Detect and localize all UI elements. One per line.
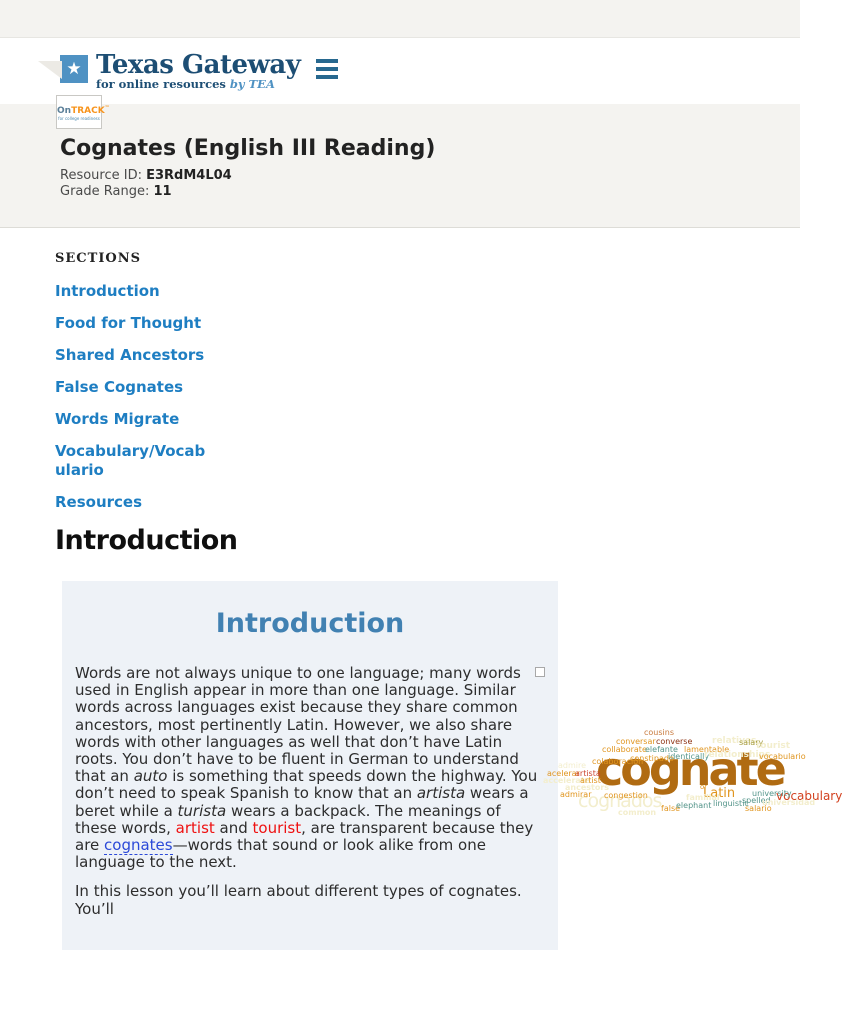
menu-bar <box>316 59 338 63</box>
sidebar-item-false-cognates[interactable]: False Cognates <box>55 378 184 396</box>
vocab-word-artist: artist <box>175 818 215 837</box>
main-content <box>0 251 800 950</box>
introduction-card <box>62 581 558 950</box>
resource-header-band <box>0 104 800 228</box>
paragraph-text: and <box>214 818 253 837</box>
sidebar-item-resources[interactable]: Resources <box>55 493 143 511</box>
ontrack-logo-text: OnTRACK™ <box>57 105 110 116</box>
paragraph-text: is something that speeds down the highway. You don’t need to speak Spanish to know that an <box>75 767 538 803</box>
brand-tagline: for online resources by TEA <box>96 77 275 91</box>
paragraph-text: Words are not always unique to one language; many words used in English appear in more than one language. Similar words across languages exist because they share common ancestors, most pertinently Latin. However, we also share words with other languages as well that don’t have Latin roots. You don’t have to be fluent in German to understand that an <box>75 664 521 786</box>
italic-word-auto: auto <box>133 767 168 786</box>
brand-byline: by TEA <box>229 77 275 91</box>
sidebar-item-vocabulary[interactable]: Vocabulary/Vocabulario <box>55 442 206 479</box>
paragraph-text: , are transparent because they are <box>75 818 534 855</box>
menu-icon[interactable] <box>312 55 342 83</box>
lesson-paragraph: In this lesson you’ll learn about different types of cognates. You’ll <box>75 882 522 918</box>
brand-name: Texas Gateway <box>96 50 301 80</box>
menu-bar <box>316 67 338 71</box>
paragraph-text: wears a backpack. The meanings of these words, <box>75 801 501 837</box>
sidebar-item-introduction[interactable]: Introduction <box>55 282 160 300</box>
intro-paragraph <box>75 665 545 871</box>
paragraph-text: wears a beret while a <box>75 784 529 820</box>
ontrack-logo <box>56 95 110 129</box>
menu-bar <box>316 75 338 79</box>
sidebar-item-shared-ancestors[interactable]: Shared Ancestors <box>55 346 205 364</box>
sidebar-item-words-migrate[interactable]: Words Migrate <box>55 410 180 428</box>
star-icon: ★ <box>60 55 88 83</box>
site-header <box>0 38 800 104</box>
top-strip <box>0 0 800 38</box>
resource-id: Resource ID: E3RdM4L04 <box>60 168 232 183</box>
italic-word-turista: turista <box>177 801 227 820</box>
italic-word-artista: artista <box>416 784 466 803</box>
vocab-word-tourist: tourist <box>252 818 302 837</box>
sections-nav <box>55 282 212 512</box>
ribbon-decoration <box>38 61 62 79</box>
sidebar-item-food-for-thought[interactable]: Food for Thought <box>55 314 202 332</box>
ontrack-logo-subtext: for college readiness <box>58 116 100 121</box>
texas-gateway-logo[interactable] <box>60 52 300 90</box>
card-heading: Introduction <box>215 608 405 639</box>
brand-text <box>96 52 300 90</box>
cognates-wordcloud-image <box>535 667 545 677</box>
cognates-glossary-link[interactable]: cognates <box>104 836 173 855</box>
resource-title: Cognates (English III Reading) <box>60 136 436 161</box>
page-title: Introduction <box>55 525 238 556</box>
grade-range: Grade Range: 11 <box>60 184 172 199</box>
sections-heading: SECTIONS <box>55 251 141 266</box>
paragraph-text: —words that sound or look alike from one language to the next. <box>75 836 486 872</box>
